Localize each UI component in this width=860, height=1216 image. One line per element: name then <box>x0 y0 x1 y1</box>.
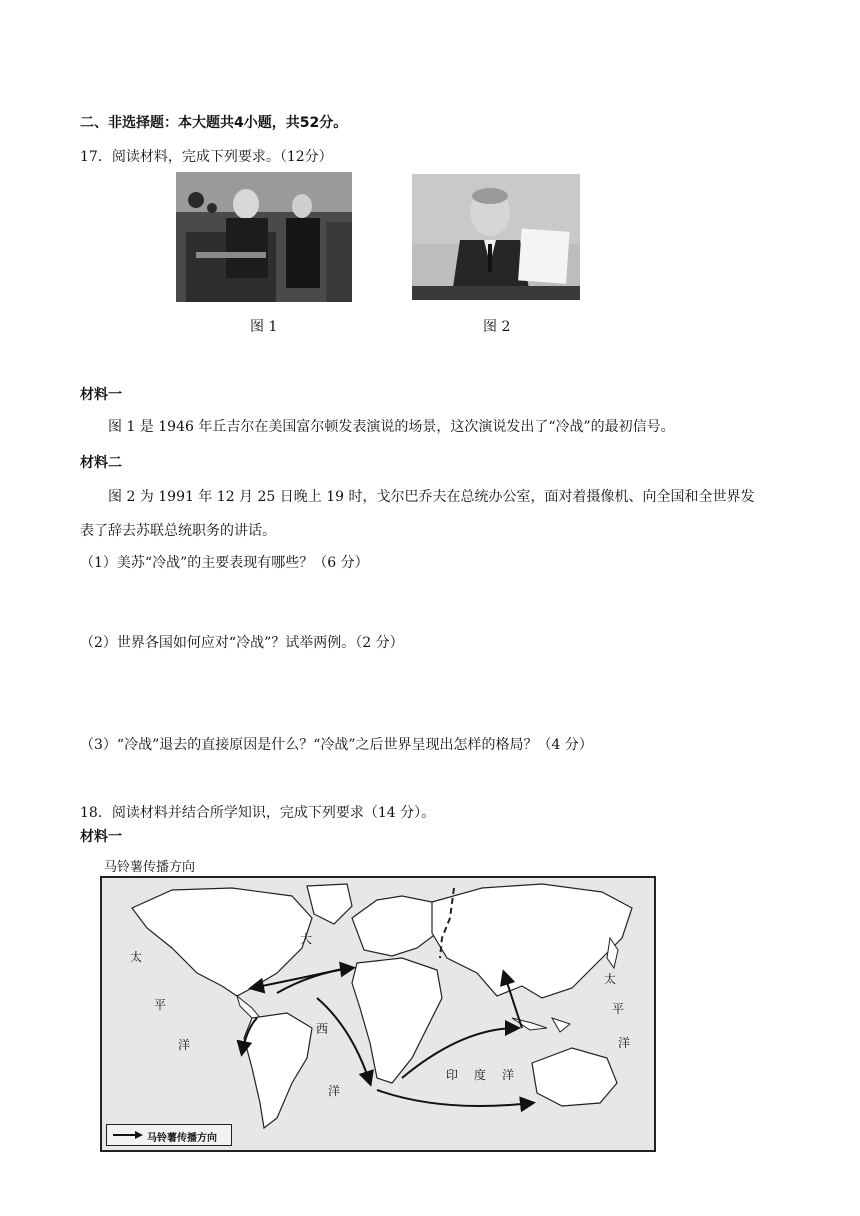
material-1-label: 材料一 <box>80 387 122 403</box>
map-legend <box>106 1124 232 1146</box>
churchill-speech-image <box>176 172 352 302</box>
map-label-pacific-east-1: 太 <box>604 972 617 986</box>
gorbachev-speech-image <box>412 174 580 300</box>
map-label-atlantic-1: 大 <box>300 932 313 946</box>
potato-spread-map <box>100 876 656 1152</box>
legend-text: 马铃薯传播方向 <box>147 1133 217 1144</box>
map-label-pacific-east-2: 平 <box>612 1002 625 1016</box>
map-label-indian-2: 度 <box>474 1068 487 1082</box>
material-1-text: 图 1 是 1946 年丘吉尔在美国富尔顿发表演说的场景，这次演说发出了“冷战”的最初信号。 <box>108 419 675 435</box>
material-2-text-line-1: 图 2 为 1991 年 12 月 25 日晚上 19 时，戈尔巴乔夫在总统办公室，面对着摄像机、向全国和全世界发 <box>108 489 755 505</box>
map-label-pacific-2: 平 <box>154 998 167 1012</box>
q18-material-1-label: 材料一 <box>80 829 122 845</box>
figure-1-caption: 图 1 <box>250 319 278 335</box>
section-header: 二、非选择题：本大题共4小题，共52分。 <box>80 115 348 131</box>
map-title: 马铃薯传播方向 <box>104 860 196 875</box>
map-label-pacific-1: 太 <box>130 950 143 964</box>
material-2-label: 材料二 <box>80 455 122 471</box>
map-label-indian-1: 印 <box>446 1068 459 1082</box>
sub-question-1: （1）美苏“冷战”的主要表现有哪些？（6 分） <box>80 555 369 571</box>
question-18-stem: 18．阅读材料并结合所学知识，完成下列要求（14 分）。 <box>80 805 436 821</box>
sub-question-2: （2）世界各国如何应对“冷战”？试举两例。（2 分） <box>80 635 404 651</box>
material-2-text-line-2: 表了辞去苏联总统职务的讲话。 <box>80 523 276 539</box>
map-label-atlantic-2: 西 <box>316 1022 329 1036</box>
world-map-graphic <box>102 878 654 1150</box>
map-label-indian-3: 洋 <box>502 1068 515 1082</box>
map-label-atlantic-3: 洋 <box>328 1084 341 1098</box>
figure-1-photo <box>176 172 352 302</box>
map-label-pacific-3: 洋 <box>178 1038 191 1052</box>
legend-arrow-icon <box>111 1126 145 1144</box>
sub-question-3: （3）“冷战”退去的直接原因是什么？“冷战”之后世界呈现出怎样的格局？（4 分） <box>80 737 593 753</box>
figure-2-caption: 图 2 <box>483 319 511 335</box>
question-17-stem: 17．阅读材料，完成下列要求。（12分） <box>80 149 333 165</box>
figure-2-photo <box>412 174 580 300</box>
map-label-pacific-east-3: 洋 <box>618 1036 631 1050</box>
